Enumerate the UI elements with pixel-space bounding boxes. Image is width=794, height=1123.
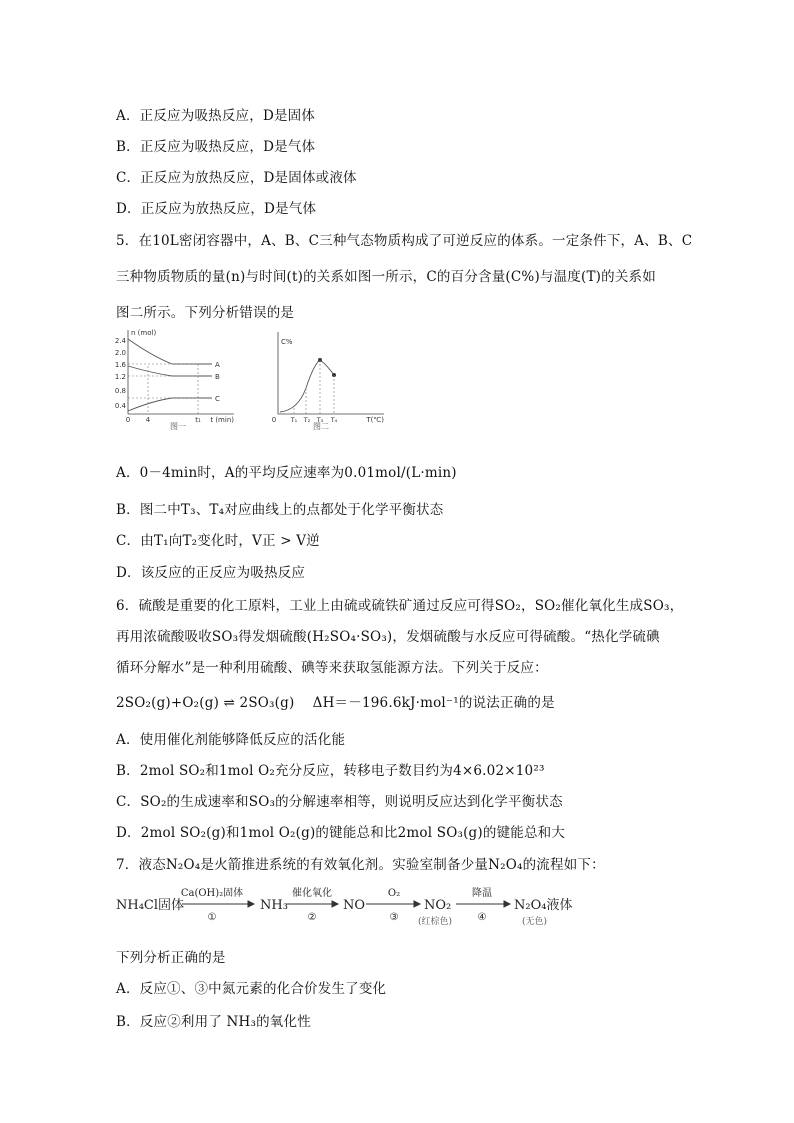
- figure-one-chart: [112, 326, 242, 424]
- flow-step4-reagent: 降温: [472, 888, 492, 899]
- fig1-ytick: 1.2: [114, 373, 126, 381]
- flow-step3-number: ③: [389, 912, 399, 923]
- flow-arrowhead-4: [504, 901, 510, 907]
- q6-option-d: D．2mol SO₂(g)和1mol O₂(g)的键能总和比2mol SO₃(g)的键能总和大: [116, 825, 566, 841]
- fig2-curve: [280, 360, 334, 412]
- q6-stem-line3: 循环分解水”是一种利用硫酸、碘等来获取氢能源方法。下列关于反应：: [116, 660, 548, 676]
- flow-step1-number: ①: [207, 912, 217, 923]
- fig1-ytick: 0.4: [114, 402, 126, 410]
- q5-stem-line2: 三种物质物质的量(n)与时间(t)的关系如图一所示，C的百分含量(C%)与温度(T)的关系如: [116, 269, 656, 285]
- q6-option-a: A．使用催化剂能够降低反应的活化能: [116, 732, 346, 748]
- fig1-xtick: t₁: [195, 416, 201, 424]
- fig2-caption: 图二: [313, 422, 329, 431]
- q7-option-b: B．反应②利用了 NH₃的氧化性: [116, 1014, 311, 1030]
- q7-flow-diagram: [116, 884, 596, 930]
- flow-no2-note: (红棕色): [418, 917, 453, 927]
- fig1-label-b: B: [215, 373, 220, 381]
- flow-end-note: (无色): [522, 917, 548, 927]
- fig1-ylabel: n (mol): [131, 329, 157, 337]
- flow-no: NO: [343, 898, 366, 913]
- q6-option-b: B．2mol SO₂和1mol O₂充分反应，转移电子数目约为4×6.02×10²³: [116, 763, 545, 779]
- fig1-ytick: 2.0: [114, 349, 126, 357]
- q7-stem: 7．液态N₂O₄是火箭推进系统的有效氧化剂。实验室制备少量N₂O₄的流程如下：: [116, 857, 605, 873]
- q6-equation: 2SO₂(g)+O₂(g) ⇌ 2SO₃(g) ΔH＝－196.6kJ·mol⁻¹的说法正确的是: [116, 695, 555, 711]
- flow-step3-reagent: O₂: [387, 888, 401, 899]
- fig2-xtick: T₁: [290, 416, 298, 424]
- fig1-label-a: A: [215, 361, 220, 369]
- fig1-curve-a: [128, 339, 212, 364]
- q5-stem-line3: 图二所示。下列分析错误的是: [116, 305, 295, 321]
- q5-option-b: B．图二中T₃、T₄对应曲线上的点都处于化学平衡状态: [116, 502, 444, 518]
- q4-option-c: C．正反应为放热反应，D是固体或液体: [116, 170, 357, 186]
- fig1-label-c: C: [215, 395, 220, 403]
- fig1-xtick: 4: [145, 416, 151, 424]
- fig1-ytick: 1.6: [114, 361, 126, 369]
- figure-two-chart: [270, 330, 390, 424]
- q7-option-a: A．反应①、③中氮元素的化合价发生了变化: [116, 981, 387, 997]
- fig2-origin: 0: [271, 416, 277, 424]
- q5-stem-line1: 5．在10L密闭容器中，A、B、C三种气态物质构成了可逆反应的体系。一定条件下，A、B、C: [116, 233, 693, 249]
- q5-option-d: D．该反应的正反应为吸热反应: [116, 565, 306, 581]
- flow-no2: NO₂: [424, 898, 452, 913]
- q5-option-a: A．0－4min时，A的平均反应速率为0.01mol/(L·min): [116, 465, 457, 481]
- fig2-xtick: T₃: [316, 416, 324, 424]
- fig1-caption: 图一: [170, 422, 186, 431]
- fig1-origin: 0: [125, 416, 131, 424]
- flow-arrowhead-1: [248, 901, 254, 907]
- q4-option-b: B．正反应为吸热反应，D是气体: [116, 139, 316, 155]
- flow-arrowhead-2: [332, 901, 338, 907]
- fig1-curve-b: [128, 366, 212, 376]
- fig1-xlabel: t (min): [210, 416, 234, 424]
- q4-option-a: A．正反应为吸热反应，D是固体: [116, 108, 316, 124]
- fig1-curve-c: [128, 398, 212, 411]
- fig2-xtick: T₂: [303, 416, 311, 424]
- q5-option-c: C．由T₁向T₂变化时，V正 > V逆: [116, 533, 320, 549]
- flow-nh3: NH₃: [260, 898, 288, 913]
- flow-step1-reagent: Ca(OH)₂固体: [180, 888, 244, 899]
- flow-step4-number: ④: [477, 912, 487, 923]
- fig2-xlabel: T(℃): [366, 416, 384, 424]
- fig1-ytick: 2.4: [114, 337, 126, 345]
- flow-end: N₂O₄液体: [514, 898, 573, 913]
- q7-prompt: 下列分析正确的是: [116, 950, 226, 966]
- flow-arrowhead-3: [414, 901, 420, 907]
- fig2-ylabel: C%: [281, 338, 293, 346]
- flow-start: NH₄Cl固体: [116, 898, 185, 913]
- q6-stem-line2: 再用浓硫酸吸收SO₃得发烟硫酸(H₂SO₄·SO₃)，发烟硫酸与水反应可得硫酸。“热化学硫碘: [116, 629, 660, 645]
- q6-option-c: C．SO₂的生成速率和SO₃的分解速率相等，则说明反应达到化学平衡状态: [116, 794, 563, 810]
- fig1-ytick: 0.8: [114, 387, 126, 395]
- flow-step2-reagent: 催化氧化: [292, 888, 332, 899]
- q6-stem-line1: 6．硫酸是重要的化工原料，工业上由硫或硫铁矿通过反应可得SO₂，SO₂催化氧化生成SO₃，: [116, 598, 684, 614]
- q4-option-d: D．正反应为放热反应，D是气体: [116, 201, 317, 217]
- flow-step2-number: ②: [307, 912, 317, 923]
- fig2-xtick: T₄: [330, 416, 338, 424]
